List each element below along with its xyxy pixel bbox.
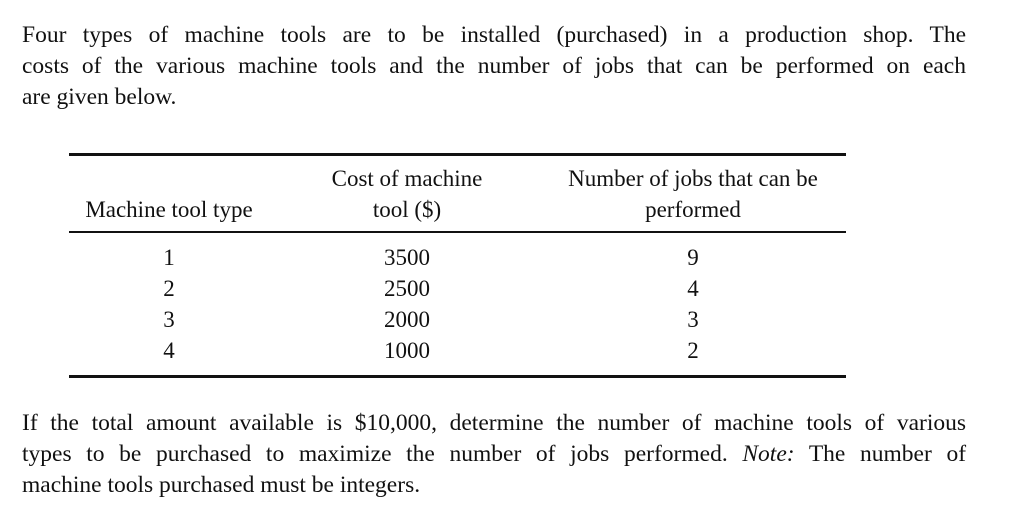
cell-type: 3 xyxy=(163,307,175,332)
header-cost-line-1: Cost of machine xyxy=(331,166,483,191)
cell-cost: 1000 xyxy=(384,338,430,363)
header-jobs xyxy=(535,163,851,225)
table-bottom-rule xyxy=(69,375,846,378)
question-line-3: machine tools purchased must be integers. xyxy=(22,472,421,498)
header-jobs-line-1: Number of jobs that can be xyxy=(568,166,818,191)
header-cost-line-2: tool ($) xyxy=(372,197,442,222)
question-line-2-text: types to be purchased to maximize the number of jobs performed. xyxy=(22,441,728,467)
cell-cost: 2000 xyxy=(384,307,430,332)
header-cost xyxy=(305,163,509,225)
cell-type: 4 xyxy=(163,338,175,363)
cell-jobs: 4 xyxy=(687,276,699,301)
table-header-rule xyxy=(69,231,846,233)
question-line-2-rest: The number of xyxy=(808,441,967,467)
cell-jobs: 3 xyxy=(687,307,699,332)
cell-jobs: 9 xyxy=(687,245,699,270)
cell-jobs: 2 xyxy=(687,338,699,363)
table-top-rule xyxy=(69,153,846,156)
header-machine-tool-type: Machine tool type xyxy=(85,197,253,222)
header-jobs-line-2: performed xyxy=(645,197,741,222)
question-paragraph xyxy=(22,408,966,501)
intro-line-3: are given below. xyxy=(22,84,177,110)
intro-paragraph xyxy=(22,20,966,113)
note-label: Note: xyxy=(742,441,795,467)
cell-type: 2 xyxy=(163,276,175,301)
question-line-2 xyxy=(22,439,966,470)
cell-type: 1 xyxy=(163,245,175,270)
intro-line-1: Four types of machine tools are to be installed (purchased) in a production shop. The xyxy=(22,22,966,48)
cell-cost: 2500 xyxy=(384,276,430,301)
intro-line-2: costs of the various machine tools and the number of jobs that can be performed on each xyxy=(22,53,966,79)
cell-cost: 3500 xyxy=(384,245,430,270)
question-line-1: If the total amount available is $10,000, determine the number of machine tools of various xyxy=(22,410,966,436)
